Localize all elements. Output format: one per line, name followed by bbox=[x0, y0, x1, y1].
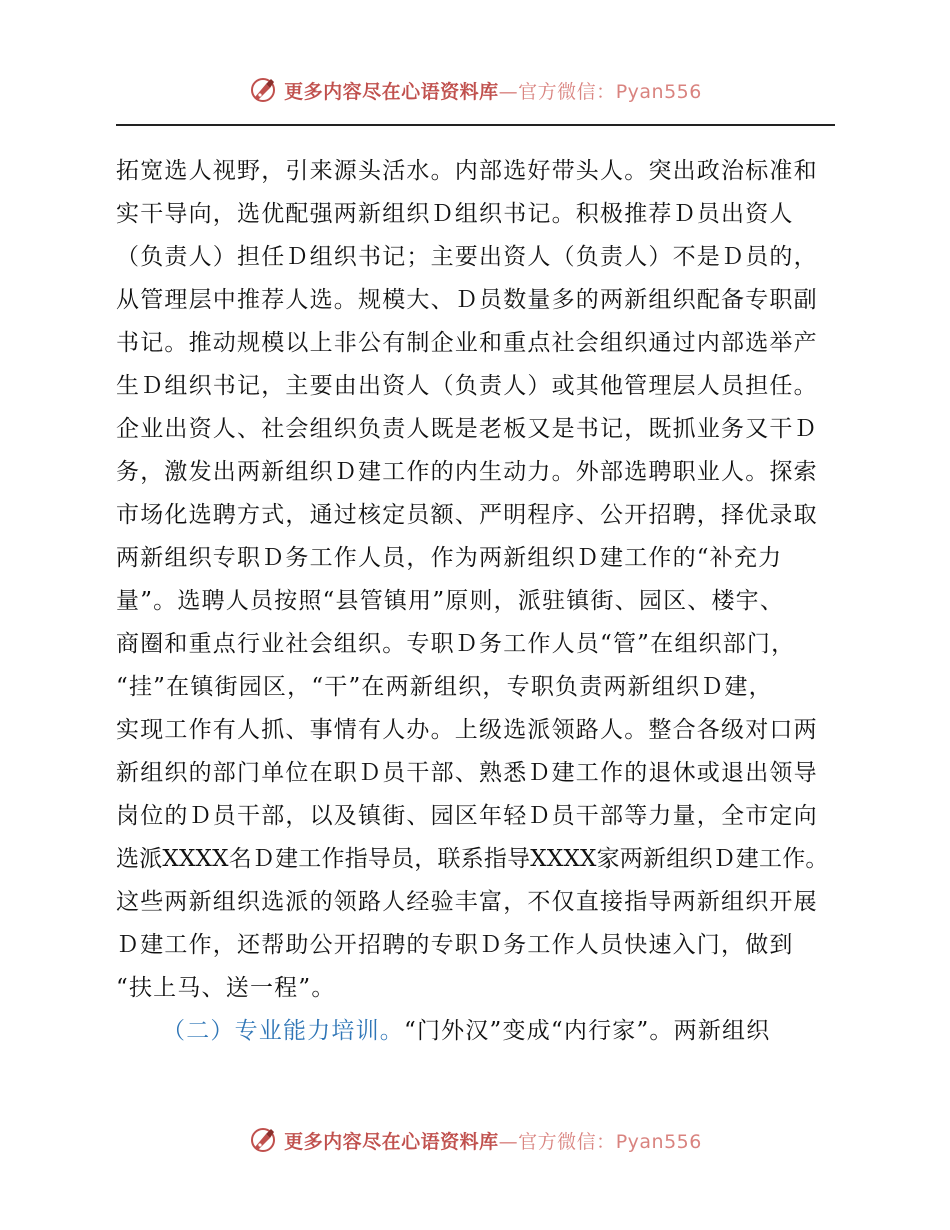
header-divider bbox=[116, 124, 835, 126]
banner-wechat-label: —官方微信： bbox=[498, 1130, 616, 1153]
body-line: “扶上马、送一程”。 bbox=[116, 975, 336, 1001]
section-heading: （二）专业能力培训。 bbox=[162, 1018, 404, 1044]
pen-nib-logo-icon bbox=[248, 75, 278, 105]
document-body bbox=[116, 150, 841, 1053]
body-line: 选派XXXX名Ｄ建工作指导员，联系指导XXXX家两新组织Ｄ建工作。 bbox=[116, 846, 829, 872]
banner-brand-text: 更多内容尽在心语资料库 bbox=[284, 80, 499, 103]
body-line: 这些两新组织选派的领路人经验丰富，不仅直接指导两新组织开展 bbox=[116, 889, 818, 915]
banner-wechat-id: Pyan556 bbox=[615, 1130, 702, 1153]
body-line: 书记。推动规模以上非公有制企业和重点社会组织通过内部选举产 bbox=[116, 330, 818, 356]
body-line: 量”。选聘人员按照“县管镇用”原则，派驻镇街、园区、楼宇、 bbox=[116, 588, 785, 614]
section-line bbox=[116, 1010, 841, 1053]
banner-text bbox=[284, 77, 702, 104]
footer-banner bbox=[0, 1120, 950, 1160]
body-line: 岗位的Ｄ员干部，以及镇街、园区年轻Ｄ员干部等力量，全市定向 bbox=[116, 803, 818, 829]
header-banner bbox=[0, 70, 950, 110]
body-line: 生Ｄ组织书记，主要由出资人（负责人）或其他管理层人员担任。 bbox=[116, 373, 818, 399]
section-continuation: “门外汉”变成“内行家”。两新组织 bbox=[404, 1018, 771, 1044]
body-line: “挂”在镇街园区，“干”在两新组织，专职负责两新组织Ｄ建， bbox=[116, 674, 773, 700]
body-line: Ｄ建工作，还帮助公开招聘的专职Ｄ务工作人员快速入门，做到 bbox=[116, 932, 794, 958]
body-line: 实现工作有人抓、事情有人办。上级选派领路人。整合各级对口两 bbox=[116, 717, 818, 743]
body-line: 实干导向，选优配强两新组织Ｄ组织书记。积极推荐Ｄ员出资人 bbox=[116, 201, 794, 227]
body-line: （负责人）担任Ｄ组织书记；主要出资人（负责人）不是Ｄ员的， bbox=[116, 244, 818, 270]
body-line: 拓宽选人视野，引来源头活水。内部选好带头人。突出政治标准和 bbox=[116, 158, 818, 184]
body-line: 市场化选聘方式，通过核定员额、严明程序、公开招聘，择优录取 bbox=[116, 502, 818, 528]
banner-brand-text: 更多内容尽在心语资料库 bbox=[284, 1130, 499, 1153]
body-line: 商圈和重点行业社会组织。专职Ｄ务工作人员“管”在组织部门， bbox=[116, 631, 796, 657]
banner-wechat-id: Pyan556 bbox=[615, 80, 702, 103]
banner-text bbox=[284, 1127, 702, 1154]
banner-wechat-label: —官方微信： bbox=[498, 80, 616, 103]
body-line: 务，激发出两新组织Ｄ建工作的内生动力。外部选聘职业人。探索 bbox=[116, 459, 818, 485]
body-line: 两新组织专职Ｄ务工作人员，作为两新组织Ｄ建工作的“补充力 bbox=[116, 545, 783, 571]
body-line: 从管理层中推荐人选。规模大、Ｄ员数量多的两新组织配备专职副 bbox=[116, 287, 818, 313]
body-line: 新组织的部门单位在职Ｄ员干部、熟悉Ｄ建工作的退休或退出领导 bbox=[116, 760, 818, 786]
pen-nib-logo-icon bbox=[248, 1125, 278, 1155]
body-line: 企业出资人、社会组织负责人既是老板又是书记，既抓业务又干Ｄ bbox=[116, 416, 818, 442]
